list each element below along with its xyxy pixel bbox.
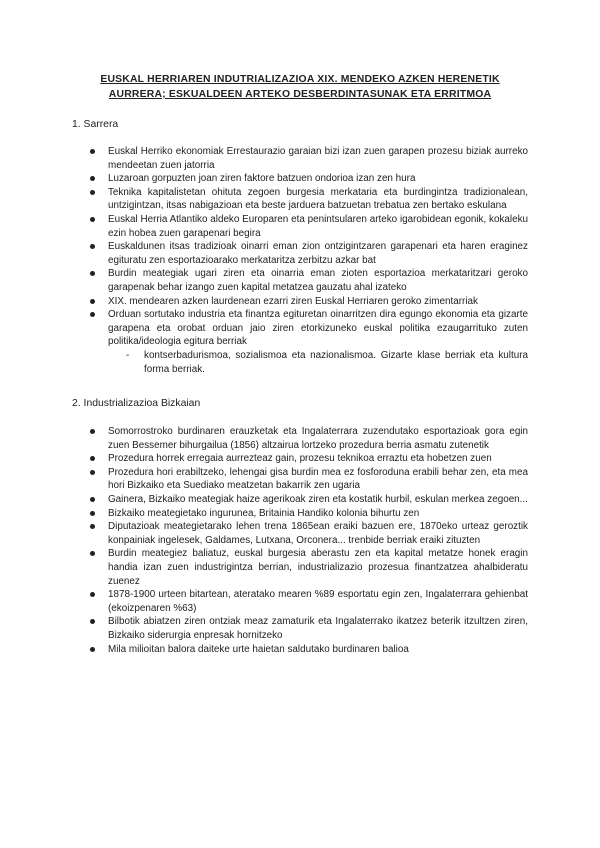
- bullet-icon: [90, 619, 95, 624]
- bullet-icon: [90, 524, 95, 529]
- list-item: 1878-1900 urteen bitartean, ateratako mearen %89 esportatu egin zen, Ingalaterrara gehienbat (ekoizpenaren %63): [108, 588, 528, 615]
- bullet-icon: [90, 190, 95, 195]
- list-item: XIX. mendearen azken laurdenean ezarri ziren Euskal Herriaren geroko zimentarriak: [108, 295, 528, 309]
- list-item: Burdin meategiez baliatuz, euskal burgesia aberastu zen eta kapital metatze honek eragin handia izan zuen industrigintza berrian, industrializazio prozesua finantzatzea ahalbideratu zuenez: [108, 547, 528, 588]
- sub-bullet-list: [126, 349, 528, 376]
- list-item: Gainera, Bizkaiko meategiak haize agerikoak ziren eta kostatik hurbil, eskulan merkea zegoen...: [108, 493, 528, 507]
- list-item: Bilbotik abiatzen ziren ontziak meaz zamaturik eta Ingalaterrako ikatzez beterik itzultzen ziren, Bizkaiko siderurgia enpresak hornitzeko: [108, 615, 528, 642]
- bullet-icon: [90, 456, 95, 461]
- bullet-icon: [90, 149, 95, 154]
- section-heading-industrializazioa-bizkaian: 2. Industrializazioa Bizkaian: [72, 398, 201, 409]
- list-item: Luzaroan gorpuzten joan ziren faktore batzuen ondorioa izan zen hura: [108, 172, 528, 186]
- list-item: Euskal Herria Atlantiko aldeko Europaren eta penintsularen arteko igarobidean egonik, kokaleku ezin hobea zuen garapenari begira: [108, 213, 528, 240]
- sub-list-item: - kontserbadurismoa, sozialismoa eta nazionalismoa. Gizarte klase berriak eta kultura forma berriak.: [126, 349, 528, 375]
- list-item: Mila milioitan balora daiteke urte haietan saldutako burdinaren balioa: [108, 643, 528, 657]
- bullet-icon: [90, 217, 95, 222]
- title-line-1: EUSKAL HERRIAREN INDUTRIALIZAZIOA XIX. MENDEKO AZKEN HERENETIK: [100, 74, 500, 85]
- bullet-icon: [90, 511, 95, 516]
- list-item: Burdin meategiak ugari ziren eta oinarria eman zioten esportazioa merkataritzari geroko garapenak behar izango zuen kapital metatzea gauzatu ahal izateko: [108, 267, 528, 294]
- bullet-icon: [90, 592, 95, 597]
- bullet-icon: [90, 470, 95, 475]
- bullet-icon: [90, 497, 95, 502]
- document-title: [60, 72, 540, 102]
- list-item: Euskal Herriko ekonomiak Errestaurazio garaian bizi izan zuen garapen prozesu biziak aurreko mendeetan zuen jatorria: [108, 145, 528, 172]
- list-item: Somorrostroko burdinaren erauzketak eta Ingalaterrara zuzendutako esportazioak gora egin zuen Bessemer bihurgailua (1856) altzairua lortzeko prozedura berria asmatu zutenetik: [108, 425, 528, 452]
- section-2-bullet-list: [108, 425, 528, 656]
- section-heading-sarrera: 1. Sarrera: [72, 119, 119, 130]
- bullet-icon: [90, 176, 95, 181]
- bullet-icon: [90, 244, 95, 249]
- dash-icon: -: [126, 349, 130, 361]
- bullet-icon: [90, 312, 95, 317]
- list-item: Bizkaiko meategietako ingurunea, Britainia Handiko kolonia bihurtu zen: [108, 507, 528, 521]
- list-item: Diputazioak meategietarako lehen trena 1865ean eraiki bazuen ere, 1870eko urteaz geroztik konpainiak ingelesek, Galdames, Lutxana, Orconera... trenbide berriak eraiki zituzten: [108, 520, 528, 547]
- list-item: Orduan sortutako industria eta finantza egituretan oinarritzen dira egungo ekonomia eta gizarte garapena eta orobat orduan jaio ziren etorkizuneko euskal politika ezaugarrituko zuten politika/ideologia egitura berriak - kontserbadurismoa, sozialismoa eta nazionalismoa. Gizarte klase berriak eta kultura forma berriak.: [108, 308, 528, 376]
- title-line-2: AURRERA; ESKUALDEEN ARTEKO DESBERDINTASUNAK ETA ERRITMOA: [108, 89, 492, 100]
- bullet-icon: [90, 271, 95, 276]
- bullet-icon: [90, 299, 95, 304]
- bullet-icon: [90, 551, 95, 556]
- section-1-bullet-list: [108, 145, 528, 376]
- list-item: Prozedura horrek erregaia aurrezteaz gain, prozesu teknikoa erraztu eta hobetzen zuen: [108, 452, 528, 466]
- list-item: Teknika kapitalistetan ohituta zegoen burgesia merkataria eta burdingintza tradizionalean, untzigintzan, itsas nabigazioan eta beste jarduera batzuetan trebatua zen bertako eskulana: [108, 186, 528, 213]
- bullet-icon: [90, 429, 95, 434]
- list-item: Prozedura hori erabiltzeko, lehengai gisa burdin mea ez fosforoduna erabili behar zen, eta mea hori Bizkaiko eta Suediako meatzetan bakarrik zen ugaria: [108, 466, 528, 493]
- bullet-icon: [90, 647, 95, 652]
- list-item: Euskaldunen itsas tradizioak oinarri eman zion ontzigintzaren garapenari eta haren eraginez egituratu zen esportazioarako merkataritza zerbitzu azkar bat: [108, 240, 528, 267]
